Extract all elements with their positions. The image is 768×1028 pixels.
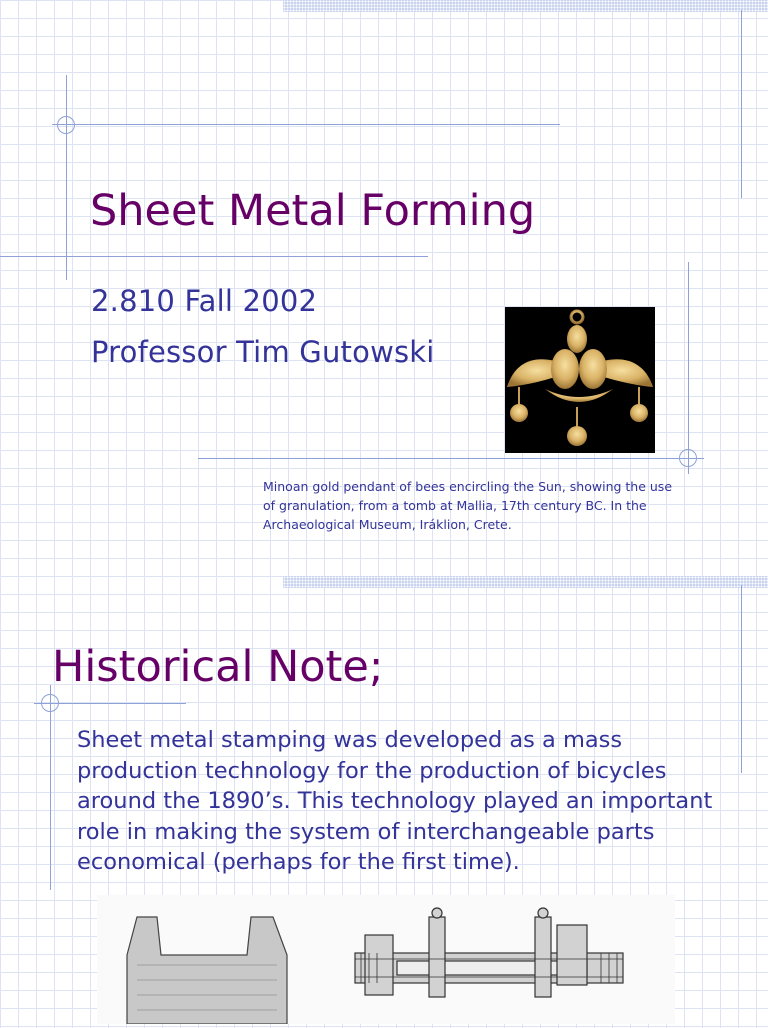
pendant-horizontal-rule (198, 458, 704, 459)
left-vertical-rule (66, 75, 67, 280)
historical-note-body: Sheet metal stamping was developed as a mass production technology for the production of bicycles around the 1890’s. This technology played an important role in making the system of interchangeable parts economical (perhaps for the first time). (77, 727, 713, 875)
bicycle-hub-drawing (97, 895, 675, 1024)
professor-name: Professor Tim Gutowski (91, 335, 435, 369)
upper-horizontal-rule (52, 124, 560, 125)
title-underline-rule (0, 256, 428, 257)
bicycle-hub-figure (97, 895, 675, 1024)
pendant-photo (505, 307, 655, 453)
course-label: 2.810 Fall 2002 (91, 284, 318, 318)
right-vertical-rule (741, 585, 742, 773)
crosshair-icon (57, 116, 75, 134)
slide-2 (0, 575, 768, 1024)
left-vertical-rule (50, 685, 51, 890)
top-dotted-bar (283, 0, 768, 12)
bee-pendant-image (505, 307, 655, 453)
image-caption: Minoan gold pendant of bees encircling the Sun, showing the use of granulation, from a tomb at Mallia, 17th century BC. In the Archaeological Museum, Iráklion, Crete. (263, 479, 673, 532)
crosshair-icon (41, 694, 59, 712)
top-dotted-bar (283, 576, 768, 588)
slide-title: Historical Note; (52, 642, 384, 692)
crosshair-icon (679, 449, 697, 467)
right-vertical-rule (741, 10, 742, 198)
pendant-vertical-rule (688, 262, 689, 474)
slide-title: Sheet Metal Forming (90, 186, 536, 236)
